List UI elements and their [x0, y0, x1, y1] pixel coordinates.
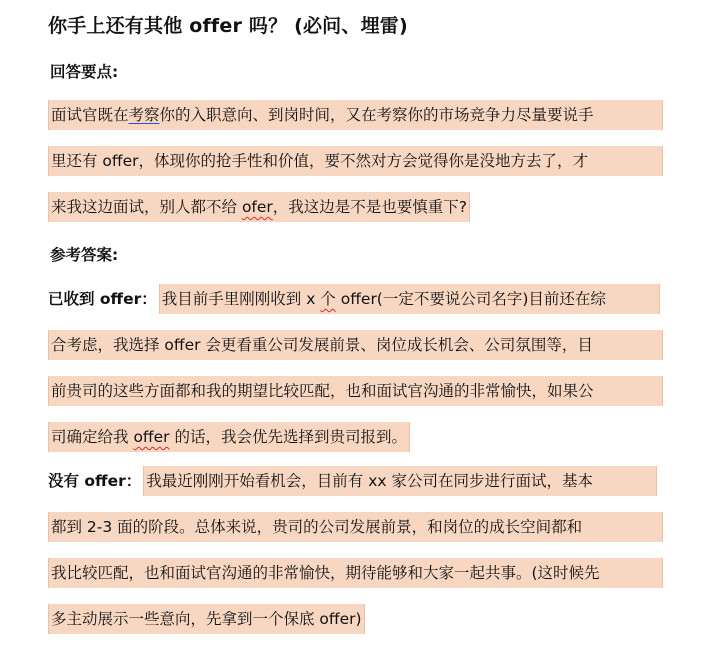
answer-points-line-1: 面试官既在考察你的入职意向、到岗时间，又在考察你的市场竞争力尽量要说手 [48, 100, 663, 130]
spell-check-word: 个 [320, 290, 336, 308]
spell-check-word: offer [133, 428, 170, 446]
no-offer-line-3: 我比较匹配，也和面试官沟通的非常愉快，期待能够和大家一起共事。(这时候先 [48, 558, 663, 588]
answer-points-line-2: 里还有 offer，体现你的抢手性和价值，要不然对方会觉得你是没地方去了，才 [48, 146, 663, 176]
doc-title: 你手上还有其他 offer 吗？ (必问、埋雷) [48, 15, 408, 37]
received-offer-label: 已收到 offer： [48, 290, 157, 308]
spell-check-word: ofer [241, 198, 273, 216]
received-offer-line-1: 已收到 offer： 我目前手里刚刚收到 x 个 offer(一定不要说公司名字)目前还在综 [48, 284, 660, 314]
no-offer-line-4: 多主动展示一些意向，先拿到一个保底 offer) [48, 604, 365, 634]
answer-points-heading: 回答要点: [50, 63, 119, 81]
answer-points-line-3: 来我这边面试，别人都不给 ofer，我这边是不是也要慎重下? [48, 192, 470, 222]
received-offer-line-3: 前贵司的这些方面都和我的期望比较匹配，也和面试官沟通的非常愉快，如果公 [48, 376, 663, 406]
no-offer-label: 没有 offer： [48, 472, 142, 490]
received-offer-line-2: 合考虑，我选择 offer 会更看重公司发展前景、岗位成长机会、公司氛围等，目 [48, 330, 663, 360]
no-offer-line-1: 没有 offer： 我最近刚刚开始看机会，目前有 xx 家公司在同步进行面试，基本 [48, 466, 657, 496]
reference-answer-heading: 参考答案: [50, 246, 119, 264]
received-offer-line-4: 司确定给我 offer 的话，我会优先选择到贵司报到。 [48, 422, 410, 452]
underlined-word: 考察 [128, 106, 160, 124]
no-offer-line-2: 都到 2-3 面的阶段。总体来说，贵司的公司发展前景，和岗位的成长空间都和 [48, 512, 663, 542]
